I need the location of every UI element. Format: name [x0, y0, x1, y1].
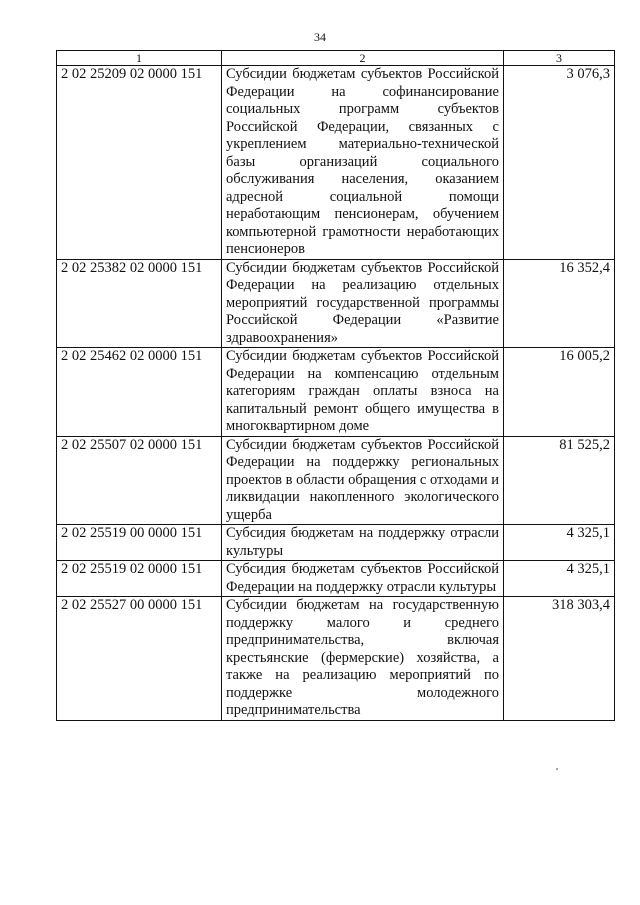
column-header-description: 2: [222, 51, 504, 66]
table-row: [57, 259, 615, 348]
table-row: [57, 525, 615, 561]
revenue-description: Субсидии бюджетам субъектов Российской Федерации на софинансирование социальных программ субъектов Российской Федерации, связанных с укреплением материально-технической базы организаций социального обслуживания населения, оказанием адресной социальной помощи неработающим пенсионерам, обучением компьютерной грамотности неработающих пенсионеров: [222, 66, 504, 260]
header-row: [57, 51, 615, 66]
revenue-description: Субсидии бюджетам на государственную поддержку малого и среднего предпринимательства, включая крестьянские (фермерские) хозяйства, а также на реализацию мероприятий по поддержке молодежного предпринимательства: [222, 597, 504, 721]
column-header-code: 1: [57, 51, 222, 66]
amount-value: 16 352,4: [504, 259, 615, 348]
table-row: [57, 436, 615, 525]
budget-revenue-table: [56, 50, 615, 721]
budget-code: 2 02 25519 02 0000 151: [57, 561, 222, 597]
table-row: [57, 348, 615, 437]
table-row: [57, 597, 615, 721]
budget-code: 2 02 25382 02 0000 151: [57, 259, 222, 348]
amount-value: 318 303,4: [504, 597, 615, 721]
revenue-description: Субсидия бюджетам на поддержку отрасли культуры: [222, 525, 504, 561]
amount-value: 81 525,2: [504, 436, 615, 525]
budget-code: 2 02 25527 00 0000 151: [57, 597, 222, 721]
revenue-description: Субсидия бюджетам субъектов Российской Федерации на поддержку отрасли культуры: [222, 561, 504, 597]
amount-value: 4 325,1: [504, 525, 615, 561]
budget-code: 2 02 25209 02 0000 151: [57, 66, 222, 260]
table-row: [57, 66, 615, 260]
budget-code: 2 02 25462 02 0000 151: [57, 348, 222, 437]
scan-speck: [556, 768, 558, 770]
revenue-description: Субсидии бюджетам субъектов Российской Федерации на компенсацию отдельным категориям граждан оплаты взноса на капитальный ремонт общего имущества в многоквартирном доме: [222, 348, 504, 437]
column-header-amount: 3: [504, 51, 615, 66]
amount-value: 3 076,3: [504, 66, 615, 260]
amount-value: 16 005,2: [504, 348, 615, 437]
budget-code: 2 02 25519 00 0000 151: [57, 525, 222, 561]
revenue-description: Субсидии бюджетам субъектов Российской Федерации на реализацию отдельных мероприятий государственной программы Российской Федерации «Развитие здравоохранения»: [222, 259, 504, 348]
table-row: [57, 561, 615, 597]
amount-value: 4 325,1: [504, 561, 615, 597]
budget-code: 2 02 25507 02 0000 151: [57, 436, 222, 525]
revenue-description: Субсидии бюджетам субъектов Российской Федерации на поддержку региональных проектов в области обращения с отходами и ликвидации накопленного экологического ущерба: [222, 436, 504, 525]
page-number: 34: [314, 30, 326, 44]
